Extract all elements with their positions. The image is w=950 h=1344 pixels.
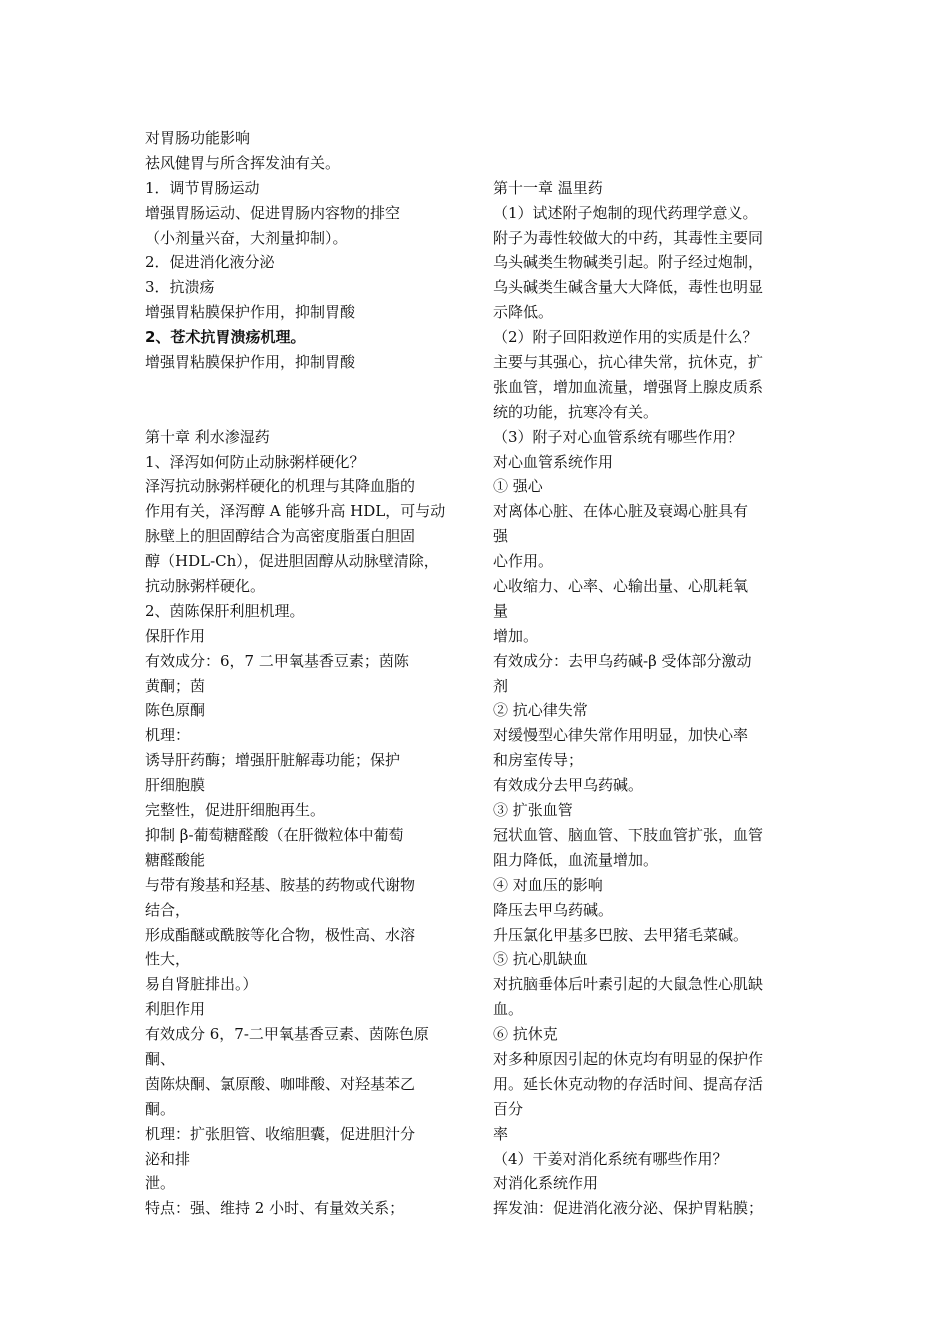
- text-line: 增强胃粘膜保护作用，抑制胃酸: [145, 303, 356, 322]
- text-line: 祛风健胃与所含挥发油有关。: [145, 153, 341, 172]
- text-line: 脉壁上的胆固醇结合为高密度脂蛋白胆固: [145, 527, 416, 546]
- text-line: 抑制 β-葡萄糖醛酸（在肝微粒体中葡萄: [145, 825, 404, 844]
- left-text-column: [145, 126, 465, 1221]
- text-line: 对离体心脏、在体心脏及衰竭心脏具有: [493, 502, 749, 521]
- blank-line: [493, 126, 815, 151]
- text-line: 心作用。: [493, 552, 554, 571]
- text-line: 完整性，促进肝细胞再生。: [145, 801, 326, 820]
- blank-line: [145, 400, 465, 425]
- text-line: 形成酯醚或酰胺等化合物，极性高、水溶: [145, 925, 416, 944]
- text-line: 性大，: [145, 950, 191, 969]
- text-line: 结合，: [145, 900, 191, 919]
- text-line: 剂: [493, 676, 509, 695]
- text-line: 示降低。: [493, 303, 554, 322]
- text-line: 冠状血管、脑血管、下肢血管扩张，血管: [493, 825, 764, 844]
- text-line: 附子为毒性较做大的中药，其毒性主要同: [493, 228, 764, 247]
- text-line: 3．抗溃疡: [145, 278, 215, 297]
- text-line: 有效成分：去甲乌药碱-β 受体部分激动: [493, 651, 752, 670]
- text-line: 增强胃肠运动、促进胃肠内容物的排空: [145, 203, 401, 222]
- text-line: 对抗脑垂体后叶素引起的大鼠急性心肌缺: [493, 975, 764, 994]
- text-line: 泄。: [145, 1174, 176, 1193]
- text-line: 利胆作用: [145, 1000, 206, 1019]
- text-line: 肝细胞膜: [145, 776, 206, 795]
- text-line: 第十一章 温里药: [493, 178, 603, 197]
- blank-line: [145, 375, 465, 400]
- text-line: 张血管，增加血流量，增强肾上腺皮质系: [493, 377, 764, 396]
- text-line: 血。: [493, 1000, 524, 1019]
- text-line: ③ 扩张血管: [493, 801, 573, 820]
- text-line: 易自肾脏排出。）: [145, 975, 258, 994]
- text-line: 抗动脉粥样硬化。: [145, 577, 266, 596]
- text-line: 增加。: [493, 626, 539, 645]
- text-line: 挥发油：促进消化液分泌、保护胃粘膜；: [493, 1199, 764, 1218]
- right-text-column: [493, 126, 815, 1221]
- text-line: 保肝作用: [145, 626, 206, 645]
- text-line: 统的功能，抗寒冷有关。: [493, 402, 659, 421]
- text-line: 心收缩力、心率、心输出量、心肌耗氧: [493, 577, 749, 596]
- text-line: （4）干姜对消化系统有哪些作用？: [493, 1149, 728, 1168]
- text-line: 2．促进消化液分泌: [145, 253, 275, 272]
- text-line: 乌头碱类生物碱类引起。附子经过炮制，: [493, 253, 764, 272]
- text-line: 主要与其强心，抗心律失常，抗休克，扩: [493, 353, 764, 372]
- text-line: 酮、: [145, 1049, 176, 1068]
- text-line: 作用有关，泽泻醇 A 能够升高 HDL，可与动: [145, 502, 446, 521]
- text-line: 醇（HDL-Ch），促进胆固醇从动脉壁清除，: [145, 552, 439, 571]
- text-line: 泽泻抗动脉粥样硬化的机理与其降血脂的: [145, 477, 416, 496]
- text-line: 2、苍术抗胃溃疡机理。: [145, 328, 306, 347]
- text-line: 对心血管系统作用: [493, 452, 614, 471]
- text-line: ④ 对血压的影响: [493, 875, 603, 894]
- text-line: 对缓慢型心律失常作用明显，加快心率: [493, 726, 749, 745]
- text-line: 黄酮；茵: [145, 676, 206, 695]
- text-line: 量: [493, 601, 509, 620]
- text-line: 增强胃粘膜保护作用，抑制胃酸: [145, 353, 356, 372]
- text-line: 率: [493, 1124, 509, 1143]
- text-line: 陈色原酮: [145, 701, 206, 720]
- text-line: 机理：扩张胆管、收缩胆囊，促进胆汁分: [145, 1124, 416, 1143]
- blank-line: [493, 151, 815, 176]
- text-line: 百分: [493, 1099, 524, 1118]
- text-line: 与带有羧基和羟基、胺基的药物或代谢物: [145, 875, 416, 894]
- text-line: 强: [493, 527, 509, 546]
- text-line: （1）试述附子炮制的现代药理学意义。: [493, 203, 758, 222]
- text-line: 诱导肝药酶；增强肝脏解毒功能；保护: [145, 751, 401, 770]
- text-line: 升压氯化甲基多巴胺、去甲猪毛菜碱。: [493, 925, 749, 944]
- text-line: ① 强心: [493, 477, 543, 496]
- text-line: 和房室传导；: [493, 751, 584, 770]
- text-line: 酮。: [145, 1099, 176, 1118]
- text-line: 第十章 利水渗湿药: [145, 427, 270, 446]
- text-line: 对多种原因引起的休克均有明显的保护作: [493, 1049, 764, 1068]
- text-line: 茵陈炔酮、氯原酸、咖啡酸、对羟基苯乙: [145, 1074, 416, 1093]
- text-line: （小剂量兴奋，大剂量抑制）。: [145, 228, 348, 247]
- text-line: ⑤ 抗心肌缺血: [493, 950, 588, 969]
- text-line: 对胃肠功能影响: [145, 129, 251, 147]
- text-line: 乌头碱类生碱含量大大降低，毒性也明显: [493, 278, 764, 297]
- text-line: 糖醛酸能: [145, 850, 206, 869]
- text-line: 阻力降低，血流量增加。: [493, 850, 659, 869]
- text-line: 有效成分 6，7-二甲氧基香豆素、茵陈色原: [145, 1025, 429, 1044]
- text-line: 降压去甲乌药碱。: [493, 900, 614, 919]
- text-line: ② 抗心律失常: [493, 701, 588, 720]
- text-line: 有效成分去甲乌药碱。: [493, 776, 644, 795]
- text-line: 泌和排: [145, 1149, 191, 1168]
- text-line: 特点：强、维持 2 小时、有量效关系；: [145, 1199, 405, 1218]
- text-line: （3）附子对心血管系统有哪些作用？: [493, 427, 743, 446]
- text-line: 2、茵陈保肝利胆机理。: [145, 601, 305, 620]
- text-line: 1、泽泻如何防止动脉粥样硬化？: [145, 452, 365, 471]
- text-line: （2）附子回阳救逆作用的实质是什么？: [493, 328, 758, 347]
- text-line: 机理：: [145, 726, 191, 745]
- text-line: ⑥ 抗休克: [493, 1025, 558, 1044]
- text-line: 用。延长休克动物的存活时间、提高存活: [493, 1074, 764, 1093]
- text-line: 对消化系统作用: [493, 1174, 599, 1193]
- text-line: 有效成分：6，7 二甲氧基香豆素；茵陈: [145, 651, 409, 670]
- text-line: 1．调节胃肠运动: [145, 178, 260, 197]
